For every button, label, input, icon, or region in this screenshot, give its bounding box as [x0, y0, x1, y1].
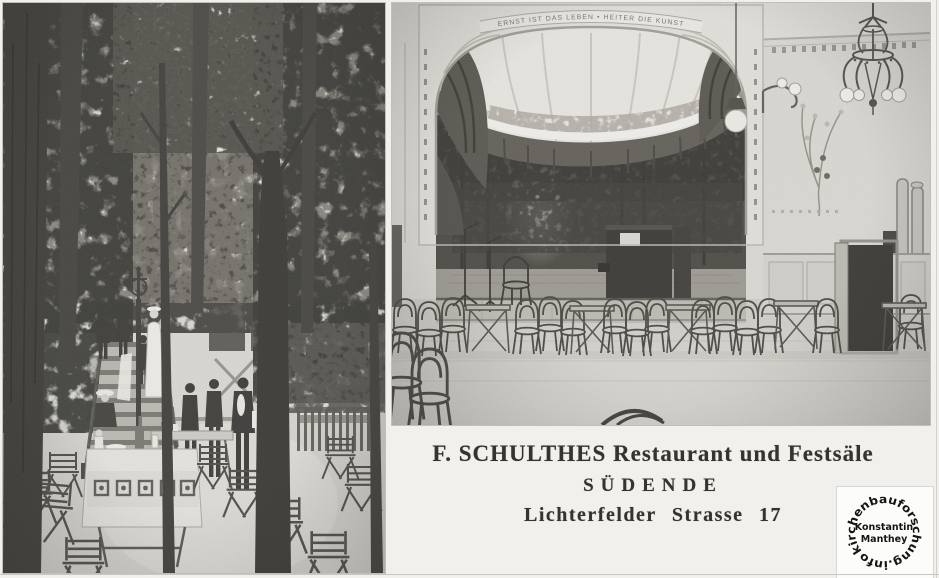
photo-grain: [392, 3, 930, 425]
garden-scene: [3, 3, 385, 573]
caption-line-3: Lichterfelder Strasse 17: [523, 504, 783, 526]
watermark-circle-text: kirchenbauforschung.info: [843, 492, 925, 573]
photo-grain: [3, 3, 385, 573]
watermark-stamp: [837, 487, 933, 578]
watermark-name-line-1: Konstantin: [854, 522, 914, 533]
caption-line-2: SÜDENDE: [583, 475, 723, 496]
garden-photo: [2, 2, 386, 574]
caption-line-1: F. SCHULTHES Restaurant und Festsäle: [432, 441, 874, 466]
scan-edge-right: [936, 0, 937, 578]
hall-photo: [391, 2, 931, 426]
watermark-graphic: [837, 487, 933, 578]
scan-edge-bottom: [0, 574, 939, 575]
hall-scene: [392, 3, 930, 425]
watermark-name-line-2: Manthey: [860, 534, 908, 545]
